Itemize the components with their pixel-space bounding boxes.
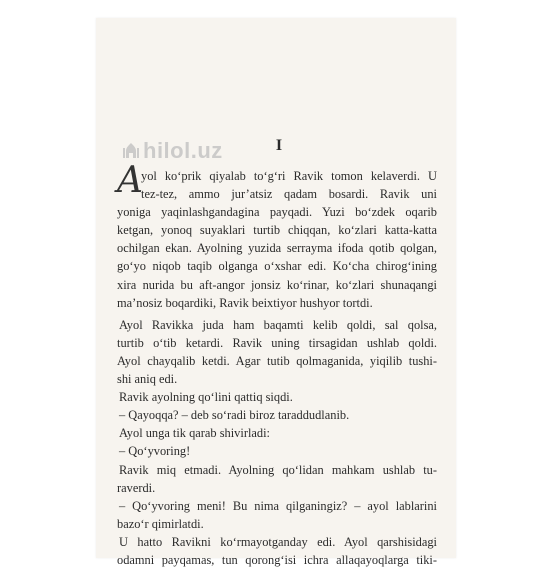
text-line: ketgan, yonoq suyaklari turtib chiqqan, ko‘zlari katta-katta [117,223,437,238]
text-line: Ayol Ravikka juda ham baqamti kelib qoldi, sal qolsa, [119,317,437,332]
text-line: ochilgan ekan. Ayolning yuzida serrayma ifoda qotib qolgan, [117,241,437,256]
text-line: Ravik ayolning qo‘lini qattiq siqdi. [119,390,293,405]
text-line: bazo‘r qimirlatdi. [117,516,204,531]
text-line: Ravik miq etmadi. Ayolning qo‘lidan mahkam ushlab tu- [119,462,437,477]
text-line: yol ko‘prik qiyalab to‘g‘ri Ravik tomon kelaverdi. U [141,169,437,183]
text-line: raverdi. [117,480,156,495]
text-line: turtib o‘tib ketardi. Ravik uning tirsagidan ushlab qoldi. [117,335,437,350]
text-line: tez-tez, ammo jur’atsiz qadam bosardi. Ravik uni [141,187,437,202]
text-line: – Qo‘yvoring meni! Bu nima qilganingiz? – ayol lablarini [119,498,437,513]
chapter-number: I [275,137,283,154]
text-line: ma’nosiz boqardiki, Ravik beixtiyor hushyor tortdi. [117,295,373,310]
text-line: – Qayoqqa? – deb so‘radi biroz taraddudlanib. [119,408,350,423]
body-text [117,167,437,569]
text-line: U hatto Ravikni ko‘rmayotganday edi. Ayol qarshisidagi [119,534,437,549]
text-line: Ayol unga tik qarab shivirladi: [119,426,270,441]
text-line: go‘yo niqob taqib olganga o‘xshar edi. Ko‘cha chirog‘ining [117,259,437,274]
text-line: shi aniq edi. [117,372,178,387]
drop-cap: A [117,160,143,201]
text-line: – Qo‘yvoring! [119,444,191,459]
text-line: Ayol chayqalib ketdi. Agar tutib qolmaganida, yiqilib tushi- [117,353,437,368]
watermark-text: hilol.uz [143,138,223,163]
text-line: yoniga yaqinlashgandagina payqadi. Yuzi bo‘zdek oqarib [117,205,437,220]
text-line: xira nurida bu aft-angor jonsiz ko‘rinar, ko‘zlari shunaqangi [117,277,437,292]
text-line: odamni payqamas, tun qorong‘isi ichra allaqayoqlarga tiki- [117,552,437,567]
